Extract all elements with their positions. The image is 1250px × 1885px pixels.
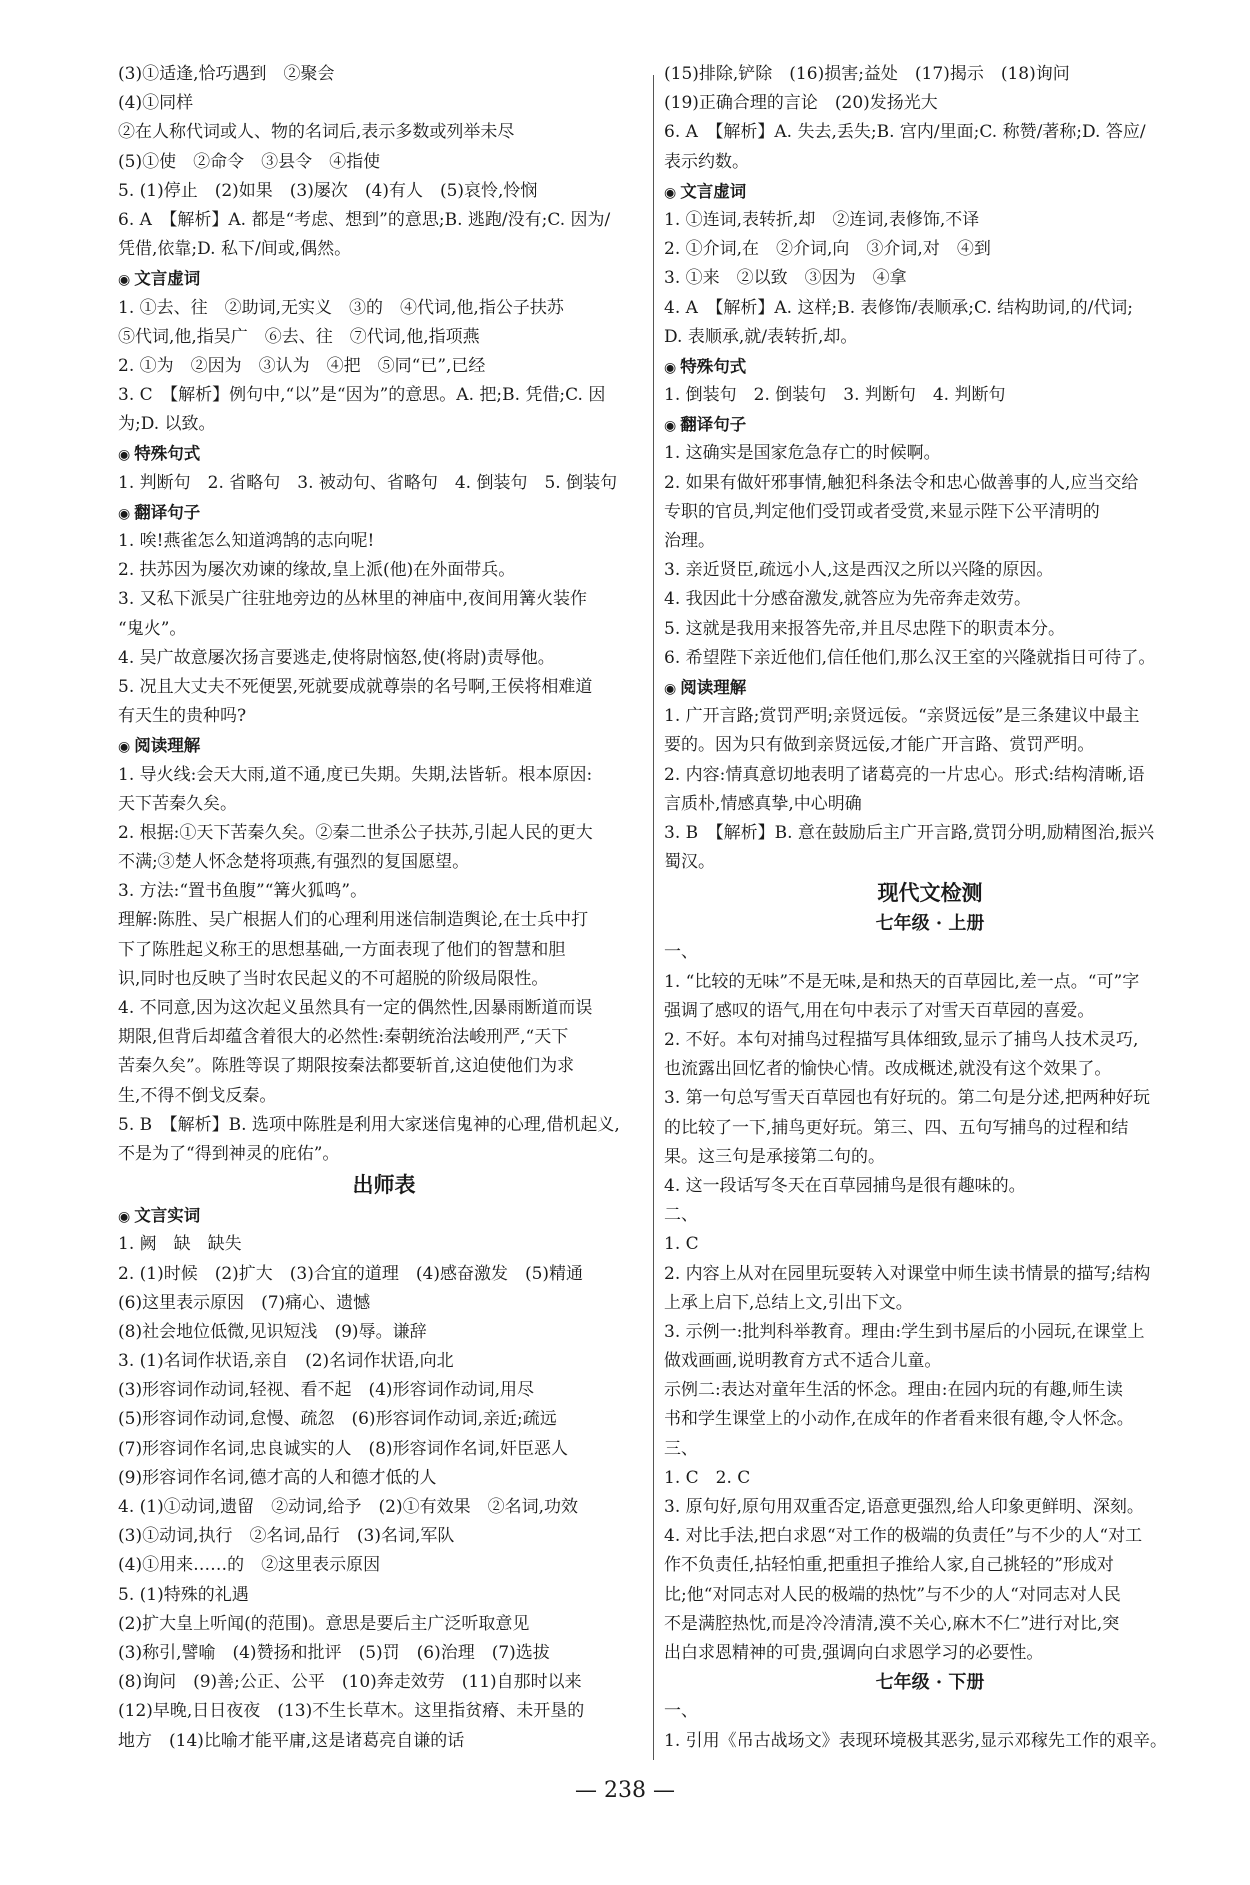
answer-line: (3)称引,譬喻 (4)赞扬和批评 (5)罚 (6)治理 (7)选拔 (118, 1642, 550, 1663)
answer-line: “鬼火”。 (118, 618, 187, 639)
answer-line: 1. 这确实是国家危急存亡的时候啊。 (664, 443, 941, 464)
grade-subtitle: 七年级 · 上册 (875, 913, 985, 935)
answer-line: 5. (1)特殊的礼遇 (118, 1584, 249, 1605)
answer-line: 4. (1)①动词,遗留 ②动词,给予 (2)①有效果 ②名词,功效 (118, 1497, 578, 1517)
answer-line: 地方 (14)比喻才能平庸,这是诸葛亮自谦的话 (118, 1730, 465, 1751)
chapter-title: 现代文检测 (877, 880, 983, 906)
answer-line: 二、 (664, 1205, 698, 1226)
answer-line: 苦秦久矣”。陈胜等误了期限按秦法都要斩首,这迫使他们为求 (118, 1056, 575, 1077)
section-heading: ◉ 阅读理解 (118, 731, 650, 760)
answer-line: D. 表顺承,就/表转折,却。 (664, 326, 858, 347)
answer-line: 言质朴,情感真挚,中心明确 (664, 793, 862, 814)
answer-line: 1. 阙 缺 缺失 (118, 1234, 242, 1255)
answer-line: ⑤代词,他,指吴广 ⑥去、往 ⑦代词,他,指项燕 (118, 326, 480, 347)
answer-line: 3. B 【解析】B. 意在鼓励后主广开言路,赏罚分明,励精图治,振兴 (664, 822, 1155, 843)
answer-line: 示例二:表达对童年生活的怀念。理由:在园内玩的有趣,师生读 (664, 1380, 1123, 1401)
grade-subtitle: 七年级 · 下册 (875, 1672, 985, 1694)
answer-line: 识,同时也反映了当时农民起义的不可超脱的阶级局限性。 (118, 968, 549, 989)
answer-line: (7)形容词作名词,忠良诚实的人 (8)形容词作名词,奸臣恶人 (118, 1438, 568, 1459)
answer-line: 5. 况且大丈夫不死便罢,死就要成就尊崇的名号啊,王侯将相难道 (118, 676, 593, 697)
answer-line: 2. 根据:①天下苦秦久矣。②秦二世杀公子扶苏,引起人民的更大 (118, 822, 593, 843)
answer-line: 3. (1)名词作状语,亲自 (2)名词作状语,向北 (118, 1351, 454, 1372)
answer-line: 有天生的贵种吗? (118, 706, 247, 727)
answer-line: 3. 第一句总写雪天百草园也有好玩的。第二句是分述,把两种好玩 (664, 1088, 1151, 1109)
answer-line: (8)询问 (9)善;公正、公平 (10)奔走效劳 (11)自那时以来 (118, 1672, 582, 1693)
answer-line: 3. 原句好,原句用双重否定,语意更强烈,给人印象更鲜明、深刻。 (664, 1497, 1144, 1517)
answer-line: 1. C (664, 1234, 699, 1255)
answer-line: 蜀汉。 (664, 852, 715, 873)
answer-line: (5)形容词作动词,怠慢、疏忽 (6)形容词作动词,亲近;疏远 (118, 1409, 557, 1430)
answer-line: 4. 我因此十分感奋激发,就答应为先帝奔走效劳。 (664, 589, 1032, 610)
section-heading: ◉ 翻译句子 (118, 498, 650, 527)
answer-line: (6)这里表示原因 (7)痛心、遗憾 (118, 1292, 371, 1313)
answer-line: 专职的官员,判定他们受罚或者受赏,来显示陛下公平清明的 (664, 501, 1100, 522)
answer-line: 4. 不同意,因为这次起义虽然具有一定的偶然性,因暴雨断道而误 (118, 998, 593, 1018)
answer-line: 生,不得不倒戈反秦。 (118, 1085, 277, 1106)
answer-line: 天下苦秦久矣。 (118, 793, 237, 814)
answer-line: 6. A 【解析】A. 都是“考虑、想到”的意思;B. 逃跑/没有;C. 因为/ (118, 209, 611, 230)
answer-line: 一、 (664, 942, 698, 963)
answer-line: 凭借,依靠;D. 私下/间或,偶然。 (118, 239, 352, 260)
answer-line: 3. 方法:“置书鱼腹”“篝火狐鸣”。 (118, 881, 368, 902)
answer-line: 6. A 【解析】A. 失去,丢失;B. 宫内/里面;C. 称赞/著称;D. 答应/ (664, 122, 1146, 143)
answer-line: 1. ①去、往 ②助词,无实义 ③的 ④代词,他,指公子扶苏 (118, 297, 564, 318)
answer-line: 1. ①连词,表转折,却 ②连词,表修饰,不译 (664, 209, 980, 230)
answer-line: 不是为了“得到神灵的庇佑”。 (118, 1143, 340, 1164)
answer-line: 6. 希望陛下亲近他们,信任他们,那么汉王室的兴隆就指日可待了。 (664, 647, 1156, 668)
section-heading: ◉ 文言实词 (118, 1201, 650, 1230)
answer-line: 作不负责任,拈轻怕重,把重担子推给人家,自己挑轻的”形成对 (664, 1555, 1114, 1576)
answer-line: 2. ①介词,在 ②介词,向 ③介词,对 ④到 (664, 239, 991, 260)
answer-line: 2. 内容上从对在园里玩耍转入对课堂中师生读书情景的描写;结构 (664, 1263, 1151, 1284)
answer-line: 果。这三句是承接第二句的。 (664, 1146, 885, 1167)
answer-line: 的比较了一下,捕鸟更好玩。第三、四、五句写捕鸟的过程和结 (664, 1117, 1129, 1138)
answer-line: 做戏画画,说明教育方式不适合儿童。 (664, 1351, 942, 1372)
answer-line: 2. 内容:情真意切地表明了诸葛亮的一片忠心。形式:结构清晰,语 (664, 764, 1145, 785)
section-heading: ◉ 阅读理解 (664, 673, 1196, 702)
answer-line: 不满;③楚人怀念楚将项燕,有强烈的复国愿望。 (118, 852, 470, 873)
answer-line: 为;D. 以致。 (118, 414, 216, 435)
answer-line: 2. 扶苏因为屡次劝谏的缘故,皇上派(他)在外面带兵。 (118, 560, 516, 581)
answer-line: (5)①使 ②命令 ③县令 ④指使 (118, 151, 381, 172)
answer-line: (3)形容词作动词,轻视、看不起 (4)形容词作动词,用尽 (118, 1380, 534, 1401)
answer-line: (8)社会地位低微,见识短浅 (9)辱。谦辞 (118, 1321, 427, 1342)
answer-line: 5. B 【解析】B. 选项中陈胜是利用大家迷信鬼神的心理,借机起义, (118, 1114, 620, 1135)
right-column (664, 60, 1196, 1756)
chapter-title: 出师表 (352, 1172, 416, 1198)
answer-line: 也流露出回忆者的愉快心情。改成概述,就没有这个效果了。 (664, 1059, 1112, 1080)
answer-line: ②在人称代词或人、物的名词后,表示多数或列举未尽 (118, 122, 515, 143)
answer-line: 1. 倒装句 2. 倒装句 3. 判断句 4. 判断句 (664, 385, 1006, 406)
answer-line: 1. 引用《吊古战场文》表现环境极其恶劣,显示邓稼先工作的艰辛。 (664, 1730, 1168, 1751)
section-heading: ◉ 特殊句式 (118, 439, 650, 468)
answer-line: 治理。 (664, 531, 715, 551)
answer-line: 2. 不好。本句对捕鸟过程描写具体细致,显示了捕鸟人技术灵巧, (664, 1030, 1139, 1050)
answer-line: 不是满腔热忱,而是冷冷清清,漠不关心,麻木不仁”进行对比,突 (664, 1613, 1120, 1634)
answer-line: 3. 亲近贤臣,疏远小人,这是西汉之所以兴隆的原因。 (664, 560, 1054, 581)
answer-line: (12)早晚,日日夜夜 (13)不生长草木。这里指贫瘠、未开垦的 (118, 1701, 585, 1722)
answer-line: 3. 又私下派吴广往驻地旁边的丛林里的神庙中,夜间用篝火装作 (118, 589, 588, 610)
answer-line: 1. 唉!燕雀怎么知道鸿鹄的志向呢! (118, 531, 375, 551)
answer-line: 5. (1)停止 (2)如果 (3)屡次 (4)有人 (5)哀怜,怜悯 (118, 180, 538, 201)
page-number: — 238 — (575, 1778, 675, 1803)
answer-line: 2. ①为 ②因为 ③认为 ④把 ⑤同“已”,已经 (118, 355, 486, 376)
section-heading: ◉ 文言虚词 (664, 177, 1196, 206)
answer-line: (4)①同样 (118, 93, 194, 114)
answer-line: (4)①用来……的 ②这里表示原因 (118, 1555, 381, 1576)
answer-line: 比;他“对同志对人民的极端的热忱”与不少的人“对同志对人民 (664, 1584, 1121, 1605)
section-heading: ◉ 文言虚词 (118, 264, 650, 293)
answer-line: 表示约数。 (664, 151, 749, 172)
answer-line: 4. 吴广故意屡次扬言要逃走,使将尉恼怒,使(将尉)责辱他。 (118, 647, 555, 668)
answer-line: 一、 (664, 1701, 698, 1722)
column-divider (653, 75, 654, 1760)
answer-line: 5. 这就是我用来报答先帝,并且尽忠陛下的职责本分。 (664, 618, 1066, 639)
answer-line: (3)①适逢,恰巧遇到 ②聚会 (118, 64, 335, 84)
answer-line: 期限,但背后却蕴含着很大的必然性:秦朝统治法峻刑严,“天下 (118, 1027, 569, 1048)
section-heading: ◉ 翻译句子 (664, 410, 1196, 439)
left-column (118, 60, 650, 1756)
answer-line: 3. 示例一:批判科举教育。理由:学生到书屋后的小园玩,在课堂上 (664, 1321, 1145, 1342)
answer-line: 4. 对比手法,把白求恩“对工作的极端的负责任”与不少的人“对工 (664, 1526, 1143, 1547)
answer-line: (19)正确合理的言论 (20)发扬光大 (664, 93, 938, 114)
answer-line: 1. 导火线:会天大雨,道不通,度已失期。失期,法皆斩。根本原因: (118, 764, 593, 785)
answer-line: 4. A 【解析】A. 这样;B. 表修饰/表顺承;C. 结构助词,的/代词; (664, 297, 1134, 318)
answer-line: 1. “比较的无味”不是无味,是和热天的百草园比,差一点。“可”字 (664, 971, 1140, 992)
answer-line: 理解:陈胜、吴广根据人们的心理利用迷信制造舆论,在士兵中打 (118, 910, 589, 931)
answer-line: 书和学生课堂上的小动作,在成年的作者看来很有趣,令人怀念。 (664, 1409, 1134, 1430)
answer-line: (9)形容词作名词,德才高的人和德才低的人 (118, 1467, 437, 1488)
answer-line: (3)①动词,执行 ②名词,品行 (3)名词,军队 (118, 1526, 455, 1547)
answer-line: 上承上启下,总结上文,引出下文。 (664, 1292, 913, 1313)
answer-line: 出白求恩精神的可贵,强调向白求恩学习的必要性。 (664, 1642, 1044, 1663)
answer-line: 1. 广开言路;赏罚严明;亲贤远佞。“亲贤远佞”是三条建议中最主 (664, 706, 1140, 727)
answer-line: 2. (1)时候 (2)扩大 (3)合宜的道理 (4)感奋激发 (5)精通 (118, 1263, 584, 1284)
answer-line: 要的。因为只有做到亲贤远佞,才能广开言路、赏罚严明。 (664, 735, 1095, 756)
answer-line: (2)扩大皇上听闻(的范围)。意思是要后主广泛听取意见 (118, 1613, 530, 1634)
answer-line: 强调了感叹的语气,用在句中表示了对雪天百草园的喜爱。 (664, 1000, 1095, 1021)
answer-line: 3. C 【解析】例句中,“以”是“因为”的意思。A. 把;B. 凭借;C. 因 (118, 385, 606, 406)
answer-line: 3. ①来 ②以致 ③因为 ④拿 (664, 268, 907, 289)
answer-line: 1. C 2. C (664, 1467, 751, 1488)
answer-line: 2. 如果有做奸邪事情,触犯科条法令和忠心做善事的人,应当交给 (664, 472, 1139, 493)
answer-line: (15)排除,铲除 (16)损害;益处 (17)揭示 (18)询问 (664, 64, 1070, 84)
answer-line: 下了陈胜起义称王的思想基础,一方面表现了他们的智慧和胆 (118, 939, 566, 960)
section-heading: ◉ 特殊句式 (664, 352, 1196, 381)
answer-line: 1. 判断句 2. 省略句 3. 被动句、省略句 4. 倒装句 5. 倒装句 (118, 472, 618, 493)
answer-line: 三、 (664, 1438, 698, 1459)
answer-line: 4. 这一段话写冬天在百草园捕鸟是很有趣味的。 (664, 1175, 1026, 1196)
